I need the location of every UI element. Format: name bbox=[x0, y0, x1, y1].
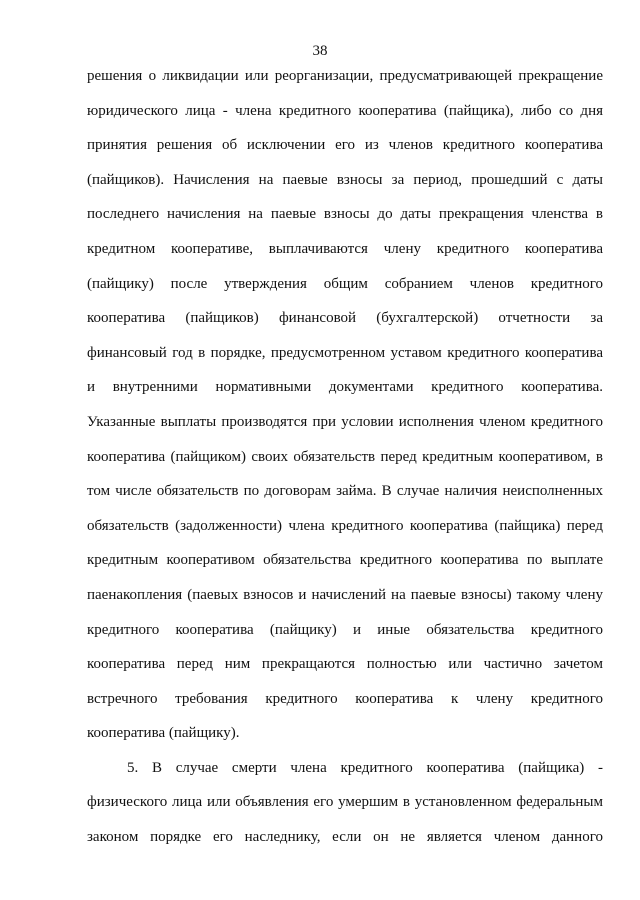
text-line: кредитном кооперативе, выплачиваются члену кредитного кооператива bbox=[87, 240, 603, 257]
text-line: кооператива (пайщиков) финансовой (бухгалтерской) отчетности за bbox=[87, 310, 603, 327]
text-line-paragraph-end: кооператива (пайщику). bbox=[87, 725, 240, 742]
text-line: последнего начисления на паевые взносы до даты прекращения членства в bbox=[87, 206, 603, 223]
text-line: паенакопления (паевых взносов и начислений на паевые взносы) такому члену bbox=[87, 586, 603, 603]
text-line: юридического лица - члена кредитного кооператива (пайщика), либо со дня bbox=[87, 102, 603, 119]
text-line: физического лица или объявления его умершим в установленном федеральным bbox=[87, 794, 603, 811]
text-line: кредитного кооператива (пайщику) и иные обязательства кредитного bbox=[87, 621, 603, 638]
text-line-paragraph-start: 5. В случае смерти члена кредитного кооператива (пайщика) - bbox=[127, 759, 603, 776]
text-line: (пайщиков). Начисления на паевые взносы за период, прошедший с даты bbox=[87, 171, 603, 188]
document-body bbox=[87, 59, 603, 855]
text-line: обязательств (задолженности) члена кредитного кооператива (пайщика) перед bbox=[87, 517, 603, 534]
text-line: кооператива (пайщиком) своих обязательств перед кредитным кооперативом, в bbox=[87, 448, 603, 465]
text-line: кредитным кооперативом обязательства кредитного кооператива по выплате bbox=[87, 552, 603, 569]
text-line: и внутренними нормативными документами кредитного кооператива. bbox=[87, 379, 603, 396]
text-line: том числе обязательств по договорам займа. В случае наличия неисполненных bbox=[87, 483, 603, 500]
text-line: кооператива перед ним прекращаются полностью или частично зачетом bbox=[87, 656, 603, 673]
text-line: Указанные выплаты производятся при условии исполнения членом кредитного bbox=[87, 413, 603, 430]
text-line: законом порядке его наследнику, если он не является членом данного bbox=[87, 829, 603, 846]
text-line: финансовый год в порядке, предусмотренном уставом кредитного кооператива bbox=[87, 344, 603, 361]
text-line: (пайщику) после утверждения общим собранием членов кредитного bbox=[87, 275, 603, 292]
page-number: 38 bbox=[312, 43, 328, 59]
text-line: принятия решения об исключении его из членов кредитного кооператива bbox=[87, 137, 603, 154]
text-line: решения о ликвидации или реорганизации, предусматривающей прекращение bbox=[87, 68, 603, 84]
text-line: встречного требования кредитного кооператива к члену кредитного bbox=[87, 690, 603, 707]
